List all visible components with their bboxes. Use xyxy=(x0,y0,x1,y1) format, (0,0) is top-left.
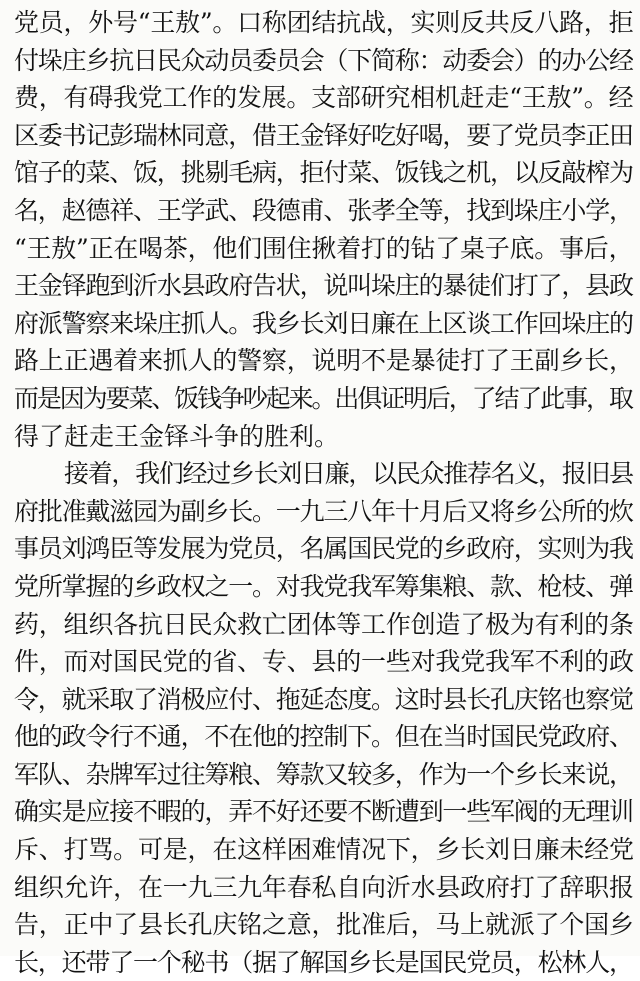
paragraph xyxy=(14,4,634,455)
text-line: 确实是应接不暇的，弄不好还要不断遭到一些军阀的无理训 xyxy=(14,797,633,827)
text-line: 费，有碍我党工作的发展。支部研究相机赶走“王敖”。经 xyxy=(14,83,634,113)
text-line: 长，还带了一个秘书（据了解国乡长是国民党员，松林人， xyxy=(14,947,633,977)
text-line: 府批准戴滋园为副乡长。一九三八年十月后又将乡公所的炊 xyxy=(14,496,633,526)
text-line: 王金铎跑到沂水县政府告状，说叫垛庄的暴徒们打了，县政 xyxy=(14,271,633,301)
text-line: 事员刘鸿臣等发展为党员，名属国民党的乡政府，实则为我 xyxy=(14,534,633,564)
text-line: 药，组织各抗日民众救亡团体等工作创造了极为有利的条 xyxy=(14,609,634,639)
text-line: 名，赵德祥、王学武、段德甫、张孝全等，找到垛庄小学， xyxy=(14,195,633,225)
text-line: 馆子的菜、饭，挑剔毛病，拒付菜、饭钱之机，以反敲榨为 xyxy=(14,158,633,188)
text-line: 党员，外号“王敖”。口称团结抗战，实则反共反八路，拒 xyxy=(14,8,634,37)
text-line: 得了赶走王金铎斗争的胜利。 xyxy=(14,421,340,451)
text-line: “王敖”正在喝茶，他们围住揪着打的钻了桌子底。事后， xyxy=(14,233,634,263)
paragraph xyxy=(14,455,634,981)
text-line: 区委书记彭瑞林同意，借王金铎好吃好喝，要了党员李正田 xyxy=(14,120,633,150)
text-line: 而是因为要菜、饭钱争吵起来。出俱证明后，了结了此事，取 xyxy=(14,383,632,413)
text-line: 件，而对国民党的省、专、县的一些对我党我军不利的政 xyxy=(14,647,634,677)
text-line: 令，就采取了消极应付、拖延态度。这时县长孔庆铭也察觉 xyxy=(14,684,633,714)
document-text xyxy=(14,4,634,981)
text-line: 付垛庄乡抗日民众动员委员会（下简称：动委会）的办公经 xyxy=(14,45,633,75)
text-line: 接着，我们经过乡长刘日廉，以民众推荐名义，报旧县 xyxy=(64,459,633,489)
text-line: 府派警察来垛庄抓人。我乡长刘日廉在上区谈工作回垛庄的 xyxy=(14,308,633,338)
text-line: 他的政令行不通，不在他的控制下。但在当时国民党政府、 xyxy=(14,722,633,752)
text-line: 党所掌握的乡政权之一。对我党我军筹集粮、款、枪枝、弹 xyxy=(14,571,633,601)
text-line: 组织允许，在一九三九年春私自向沂水县政府打了辞职报 xyxy=(14,872,634,902)
text-line: 告，正中了县长孔庆铭之意，批准后，马上就派了个国乡 xyxy=(14,910,634,940)
text-line: 路上正遇着来抓人的警察，说明不是暴徒打了王副乡长， xyxy=(14,346,634,376)
text-line: 斥、打骂。可是，在这样困难情况下，乡长刘日廉未经党 xyxy=(14,835,634,865)
text-line: 军队、杂牌军过往筹粮、筹款又较多，作为一个乡长来说， xyxy=(14,759,633,789)
